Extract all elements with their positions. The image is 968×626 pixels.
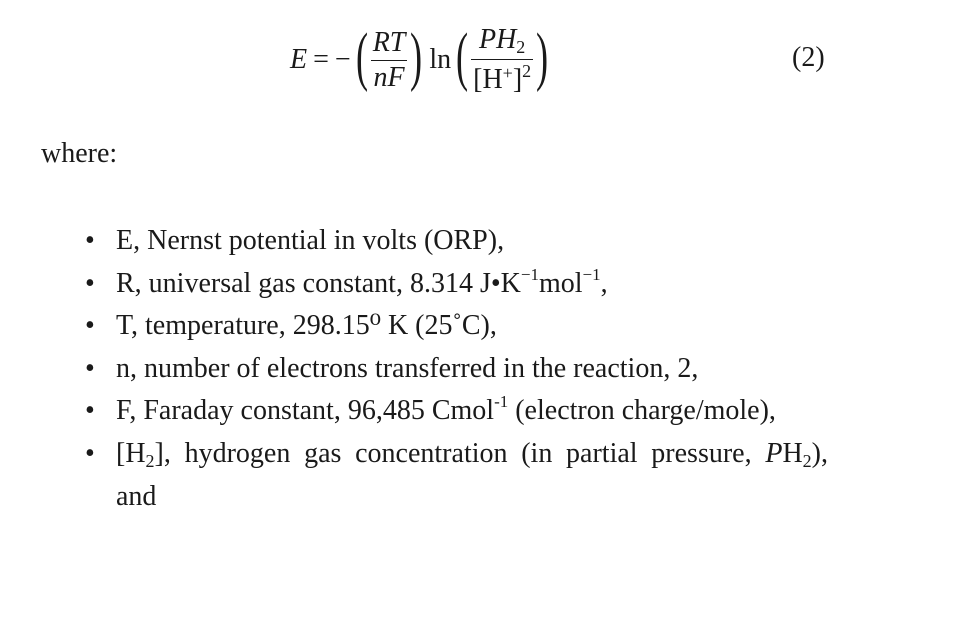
- fraction-denominator: [471, 60, 533, 94]
- italic-text: P: [765, 437, 783, 469]
- paren-close-2: ): [536, 20, 549, 93]
- ph-subscript: 2: [516, 37, 526, 58]
- h-exponent: 2: [522, 61, 532, 82]
- superscript: -1: [494, 392, 509, 412]
- equation-lhs: E: [290, 44, 308, 75]
- bullet-text: E, Nernst potential in volts (ORP),: [116, 225, 505, 256]
- h-plus-sign: +: [502, 63, 513, 84]
- bullet-text: T, temperature, 298.15⁰ K (25˚C),: [116, 310, 497, 342]
- ph-symbol: PH: [478, 24, 517, 56]
- bullet-text: ,: [600, 267, 608, 299]
- list-item: [0, 348, 828, 391]
- fraction-numerator: RT: [372, 27, 406, 59]
- paren-open-2: (: [456, 20, 469, 93]
- equation-number: (2): [792, 42, 825, 73]
- list-item: [0, 305, 828, 348]
- bullet-text: n, number of electrons transferred in the reaction, 2,: [116, 352, 699, 384]
- list-item: [0, 220, 828, 263]
- where-label: where:: [41, 138, 118, 169]
- subscript: 2: [802, 450, 812, 471]
- ln-operator: ln: [429, 44, 452, 75]
- bullet-text: (electron charge/mole),: [508, 395, 776, 427]
- equals-sign: =: [313, 44, 329, 75]
- list-item: [0, 433, 828, 518]
- bullet-text: H: [782, 437, 803, 469]
- minus-sign: −: [334, 44, 351, 75]
- list-item: [0, 390, 828, 433]
- paren-close-1: ): [410, 20, 423, 93]
- list-item: [0, 263, 828, 306]
- paren-open-1: (: [355, 20, 368, 93]
- bullet-text: ], hydrogen gas concentration (in partial pressure,: [154, 437, 766, 469]
- bullet-text: F, Faraday constant, 96,485 Cmol: [116, 395, 495, 427]
- h-bracket-open: [H: [473, 64, 503, 96]
- subscript: 2: [145, 450, 155, 471]
- bullet-text: mol: [538, 267, 583, 299]
- fraction-ph2-h: [471, 25, 533, 94]
- superscript: −1: [520, 264, 539, 284]
- bullet-text: ), and: [116, 437, 828, 512]
- h-bracket-close: ]: [512, 64, 523, 96]
- fraction-rt-nf: [371, 28, 408, 92]
- fraction-denominator: nF: [373, 61, 405, 93]
- fraction-numerator: [477, 25, 527, 59]
- superscript: −1: [582, 264, 601, 284]
- variable-definitions-list: [0, 220, 828, 518]
- bullet-text: R, universal gas constant, 8.314 J•K: [116, 267, 521, 299]
- nernst-equation: [290, 14, 553, 106]
- bullet-text: [H: [116, 437, 146, 469]
